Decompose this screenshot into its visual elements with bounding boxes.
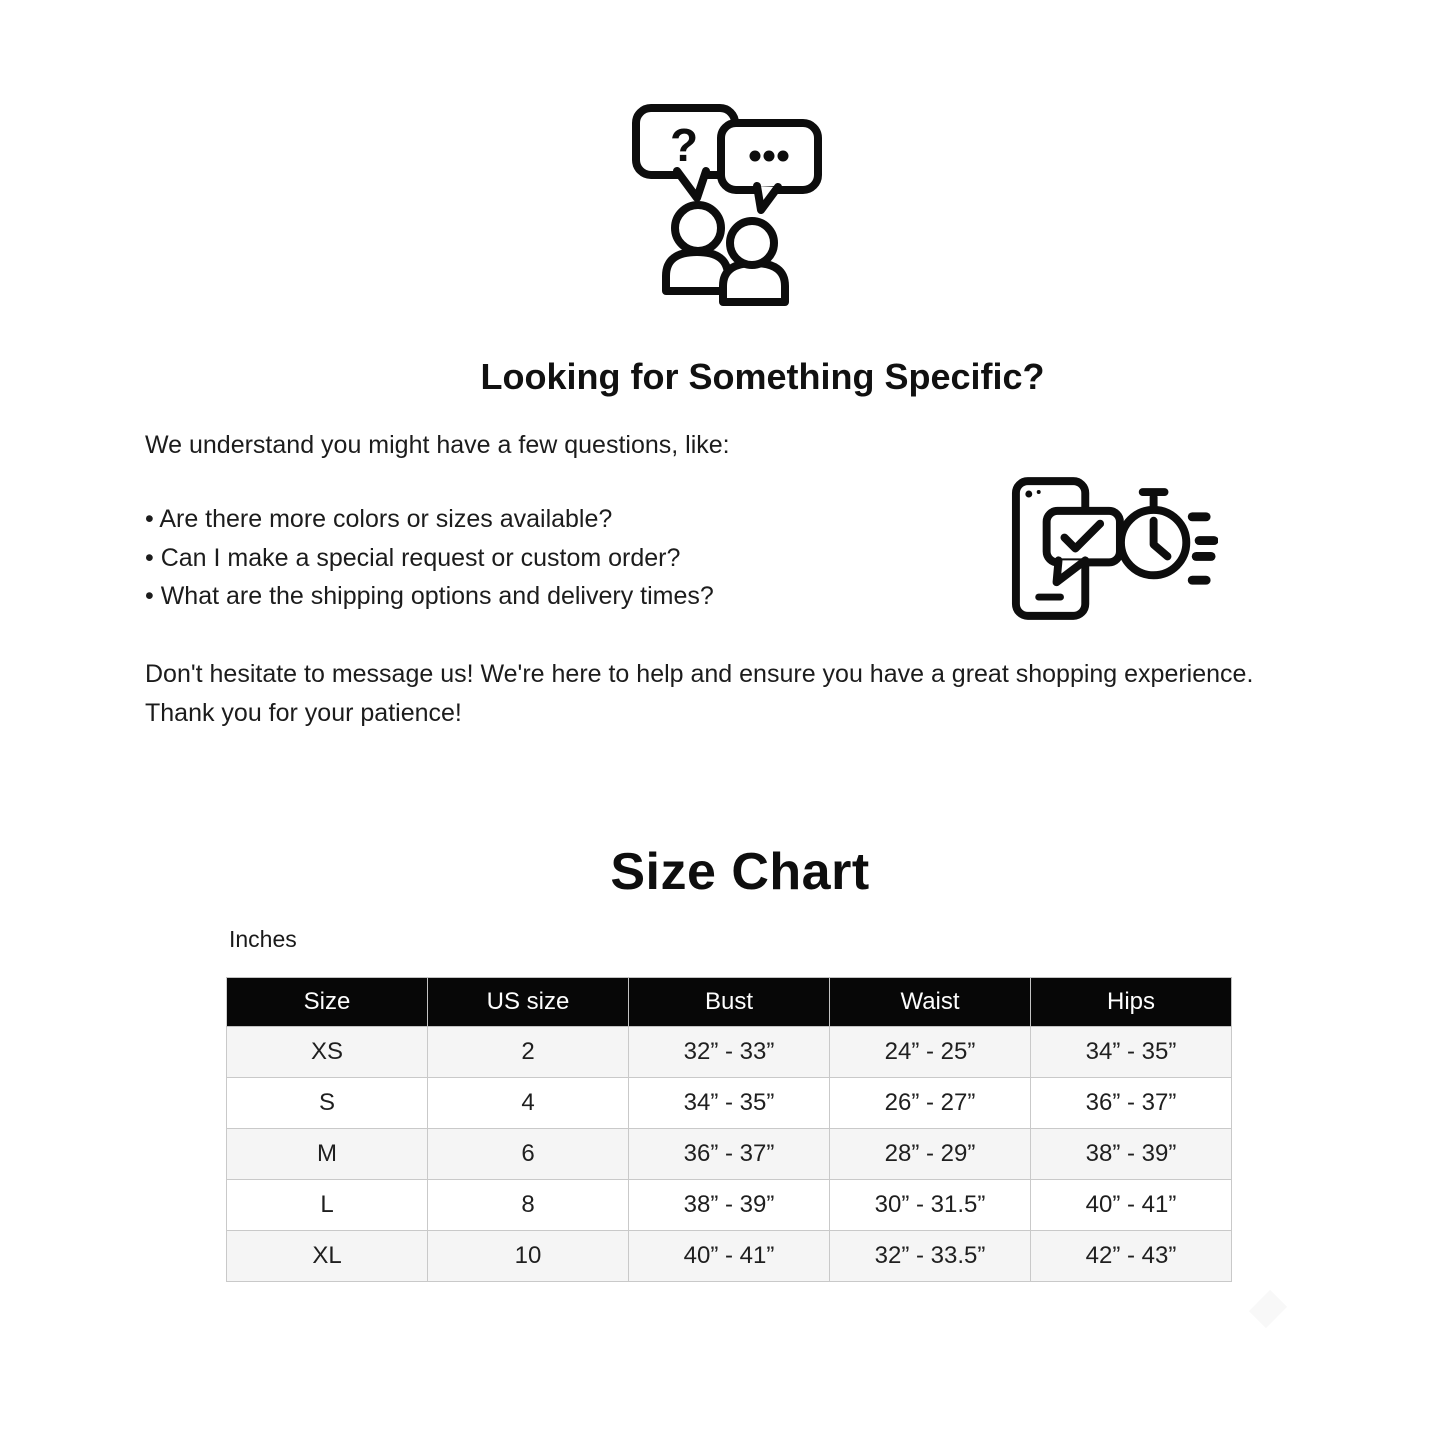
question-mark-glyph: ?	[669, 119, 699, 171]
cell: 42” - 43”	[1031, 1231, 1232, 1282]
people-chat-question-icon	[631, 100, 823, 308]
speed-lines	[1192, 517, 1214, 580]
cell: L	[227, 1180, 428, 1231]
cell: 36” - 37”	[1031, 1078, 1232, 1129]
cell: 2	[428, 1027, 629, 1078]
cell: 10	[428, 1231, 629, 1282]
cell: 30” - 31.5”	[830, 1180, 1031, 1231]
table-header-row	[227, 978, 1232, 1027]
cell: 24” - 25”	[830, 1027, 1031, 1078]
cell: XL	[227, 1231, 428, 1282]
table-row	[227, 1180, 1232, 1231]
question-list	[145, 500, 1005, 616]
cell: 32” - 33.5”	[830, 1231, 1031, 1282]
cell: S	[227, 1078, 428, 1129]
table-row	[227, 1129, 1232, 1180]
cell: 8	[428, 1180, 629, 1231]
size-chart-table	[226, 977, 1232, 1282]
question-item: • What are the shipping options and delivery times?	[145, 582, 714, 611]
table-row	[227, 1027, 1232, 1078]
faint-diamond-watermark	[1249, 1290, 1287, 1328]
cell: 34” - 35”	[629, 1078, 830, 1129]
cell: 34” - 35”	[1031, 1027, 1232, 1078]
cell: 6	[428, 1129, 629, 1180]
unit-label: Inches	[229, 926, 297, 952]
column-header-bust: Bust	[629, 978, 830, 1027]
cell: 40” - 41”	[629, 1231, 830, 1282]
cell: 26” - 27”	[830, 1078, 1031, 1129]
table-row	[227, 1231, 1232, 1282]
question-item: • Can I make a special request or custom order?	[145, 543, 681, 572]
cell: XS	[227, 1027, 428, 1078]
size-chart-title: Size Chart	[610, 843, 870, 901]
column-header-us-size: US size	[428, 978, 629, 1027]
closing-text: Don't hesitate to message us! We're here to help and ensure you have a great shopping experience. Thank you for your patience!	[145, 660, 1254, 727]
cell: 4	[428, 1078, 629, 1129]
column-header-size: Size	[227, 978, 428, 1027]
column-header-waist: Waist	[830, 978, 1031, 1027]
intro-text: We understand you might have a few questions, like:	[145, 431, 730, 459]
phone-fast-reply-stopwatch-icon	[1008, 477, 1218, 620]
question-item: • Are there more colors or sizes available?	[145, 505, 613, 533]
cell: M	[227, 1129, 428, 1180]
cell: 32” - 33”	[629, 1027, 830, 1078]
cell: 40” - 41”	[1031, 1180, 1232, 1231]
cell: 38” - 39”	[1031, 1129, 1232, 1180]
typing-dots	[750, 151, 789, 162]
column-header-hips: Hips	[1031, 978, 1232, 1027]
page-title: Looking for Something Specific?	[480, 356, 1045, 397]
cell: 36” - 37”	[629, 1129, 830, 1180]
cell: 28” - 29”	[830, 1129, 1031, 1180]
table-row	[227, 1078, 1232, 1129]
cell: 38” - 39”	[629, 1180, 830, 1231]
